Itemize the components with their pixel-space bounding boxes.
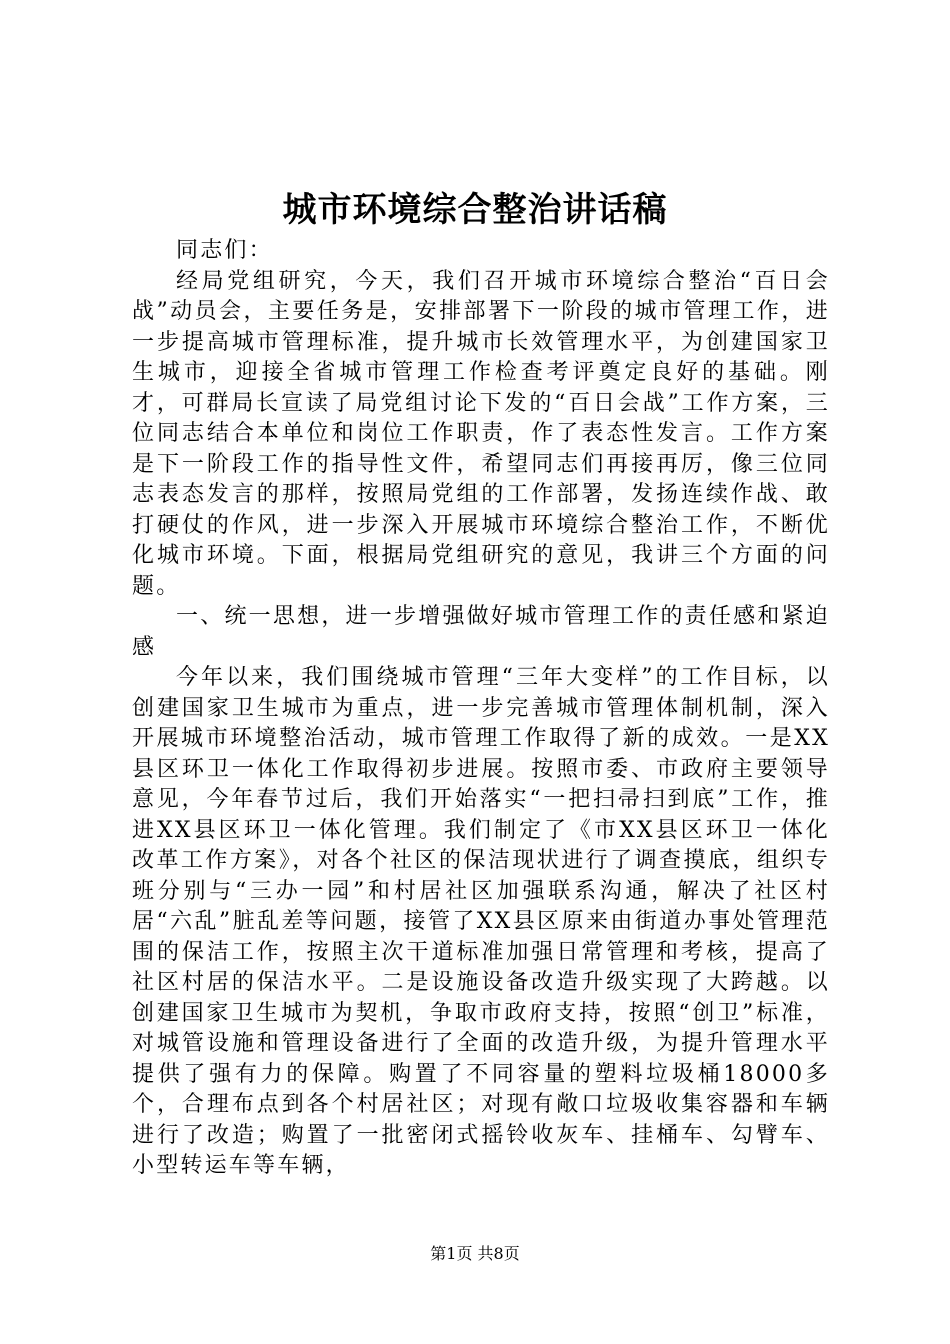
intro-paragraph: 经局党组研究，今天，我们召开城市环境综合整治“百日会战”动员会，主要任务是，安排部署下一阶段的城市管理工作，进一步提高城市管理标准，提升城市长效管理水平，为创建国家卫生城市，迎接全省城市管理工作检查考评奠定良好的基础。刚才，可群局长宣读了局党组讨论下发的“百日会战”工作方案，三位同志结合本单位和岗位工作职责，作了表态性发言。工作方案是下一阶段工作的指导性文件，希望同志们再接再厉，像三位同志表态发言的那样，按照局党组的工作部署，发扬连续作战、敢打硬仗的作风，进一步深入开展城市环境综合整治工作，不断优化城市环境。下面，根据局党组研究的意见，我讲三个方面的问题。 <box>132 268 830 599</box>
body-paragraph: 今年以来，我们围绕城市管理“三年大变样”的工作目标，以创建国家卫生城市为重点，进一步完善城市管理体制机制，深入开展城市环境整治活动，城市管理工作取得了新的成效。一是XX县区环卫一体化工作取得初步进展。按照市委、市政府主要领导意见，今年春节过后，我们开始落实“一把扫帚扫到底”工作，推进XX县区环卫一体化管理。我们制定了《市XX县区环卫一体化改革工作方案》，对各个社区的保洁现状进行了调查摸底，组织专班分别与“三办一园”和村居社区加强联系沟通，解决了社区村居“六乱”脏乱差等问题，接管了XX县区原来由街道办事处管理范围的保洁工作，按照主次干道标准加强日常管理和考核，提高了社区村居的保洁水平。二是设施设备改造升级实现了大跨越。以创建国家卫生城市为契机，争取市政府支持，按照“创卫”标准，对城管设施和管理设备进行了全面的改造升级，为提升管理水平提供了强有力的保障。购置了不同容量的塑料垃圾桶18000多个，合理布点到各个村居社区；对现有敞口垃圾收集容器和车辆进行了改造；购置了一批密闭式摇铃收灰车、挂桶车、勾臂车、小型转运车等车辆， <box>132 665 830 1178</box>
document-body <box>132 236 830 1182</box>
section-heading-paragraph: 一、统一思想，进一步增强做好城市管理工作的责任感和紧迫感 <box>132 604 830 660</box>
page-number-footer: 第1页 共8页 <box>430 1244 520 1263</box>
salutation-paragraph: 同志们： <box>176 238 273 263</box>
document-title: 城市环境综合整治讲话稿 <box>282 190 668 230</box>
